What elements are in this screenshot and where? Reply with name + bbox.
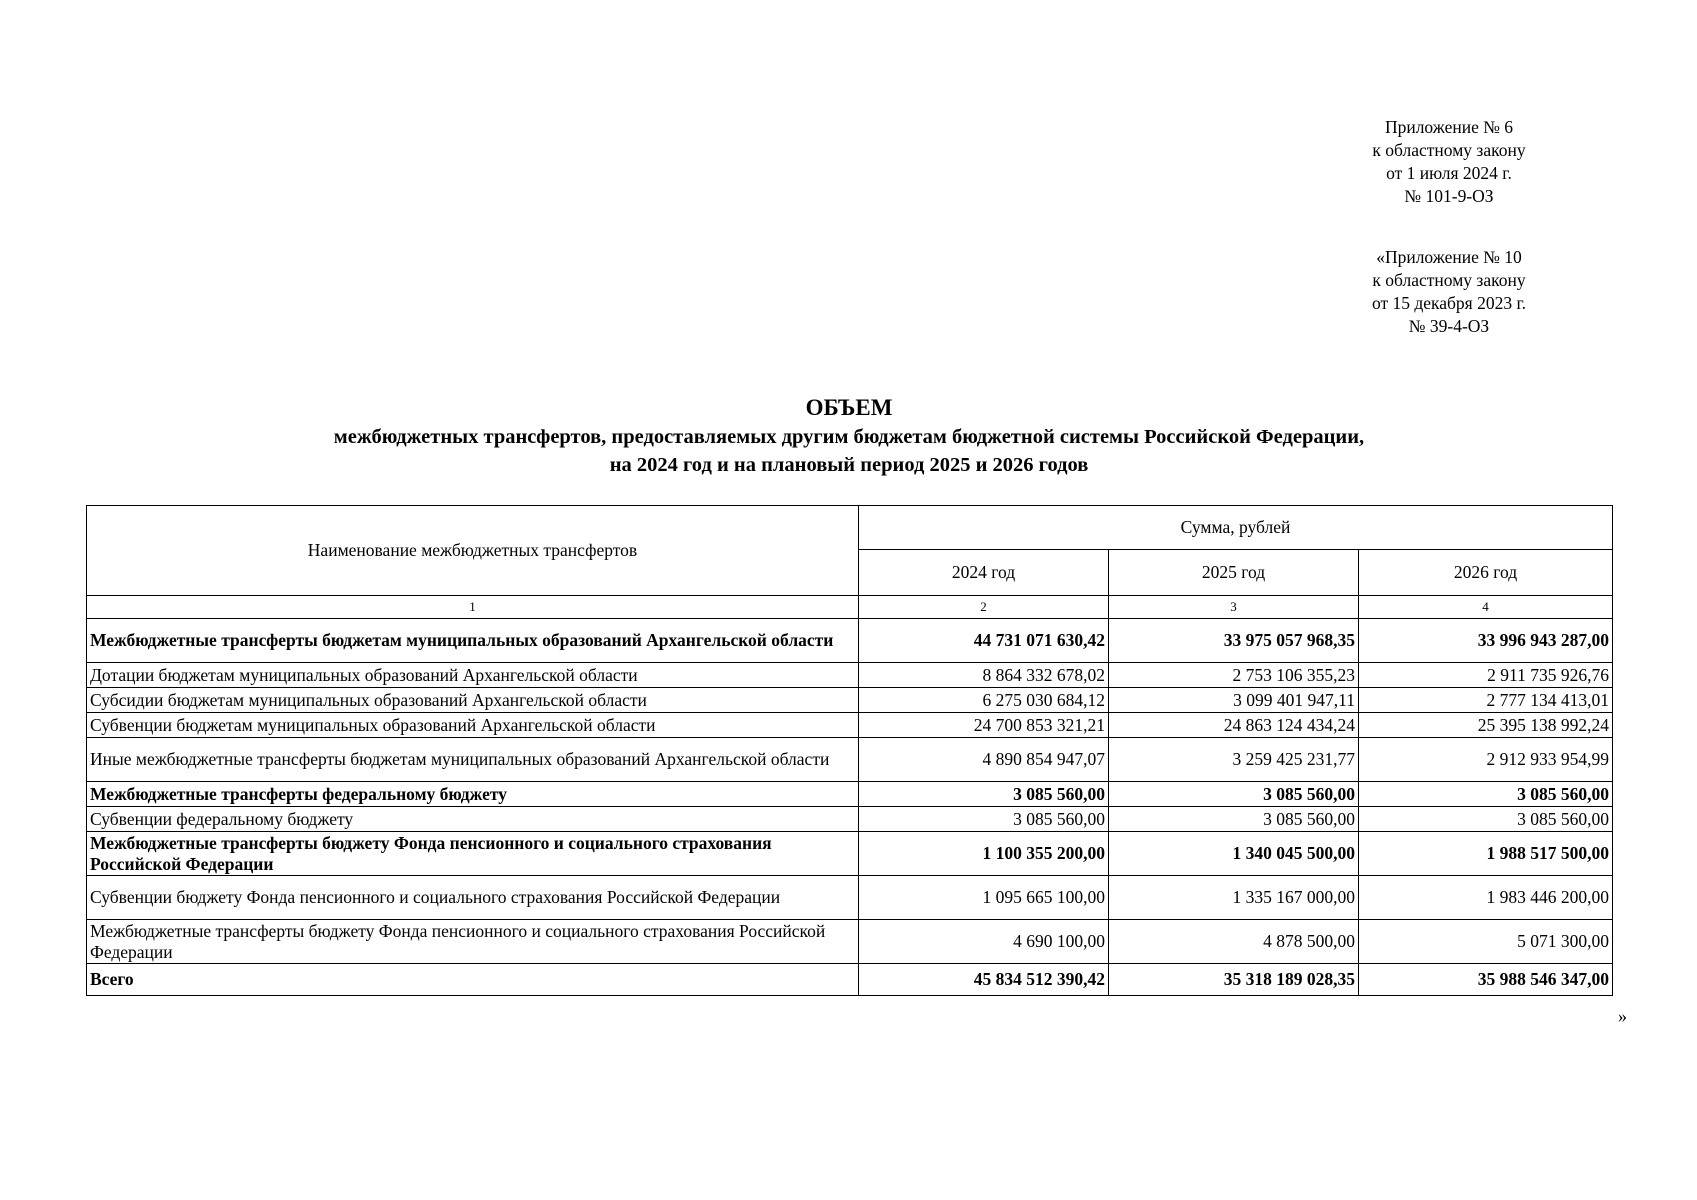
value-2025: 1 340 045 500,00 bbox=[1109, 832, 1359, 876]
row-name: Межбюджетные трансферты бюджету Фонда пенсионного и социального страхования Российской Федерации bbox=[87, 832, 859, 876]
value-2026: 3 085 560,00 bbox=[1359, 807, 1613, 832]
row-name: Субвенции бюджетам муниципальных образований Архангельской области bbox=[87, 713, 859, 738]
value-2025: 3 085 560,00 bbox=[1109, 807, 1359, 832]
transfers-table bbox=[86, 505, 1613, 996]
row-name: Межбюджетные трансферты бюджету Фонда пенсионного и социального страхования Российской Федерации bbox=[87, 920, 859, 964]
header-year-2024: 2024 год bbox=[859, 550, 1109, 596]
appendix-line: к областному закону bbox=[1372, 270, 1526, 290]
appendix-note-current bbox=[1339, 116, 1559, 208]
value-2026: 3 085 560,00 bbox=[1359, 782, 1613, 807]
value-2026: 1 988 517 500,00 bbox=[1359, 832, 1613, 876]
value-2026: 1 983 446 200,00 bbox=[1359, 876, 1613, 920]
column-number: 2 bbox=[859, 596, 1109, 619]
value-2025: 2 753 106 355,23 bbox=[1109, 663, 1359, 688]
header-year-2025: 2025 год bbox=[1109, 550, 1359, 596]
table-row bbox=[87, 920, 1613, 964]
column-number: 1 bbox=[87, 596, 859, 619]
row-name: Всего bbox=[87, 964, 859, 996]
table-row bbox=[87, 782, 1613, 807]
column-number-row bbox=[87, 596, 1613, 619]
appendix-line: Приложение № 6 bbox=[1384, 117, 1514, 137]
row-name: Субвенции федеральному бюджету bbox=[87, 807, 859, 832]
appendix-line: от 1 июля 2024 г. bbox=[1386, 163, 1512, 183]
appendix-line: к областному закону bbox=[1372, 140, 1526, 160]
value-2026: 33 996 943 287,00 bbox=[1359, 619, 1613, 663]
table-row bbox=[87, 619, 1613, 663]
value-2024: 1 095 665 100,00 bbox=[859, 876, 1109, 920]
value-2024: 8 864 332 678,02 bbox=[859, 663, 1109, 688]
row-name: Иные межбюджетные трансферты бюджетам муниципальных образований Архангельской области bbox=[87, 738, 859, 782]
value-2024: 45 834 512 390,42 bbox=[859, 964, 1109, 996]
row-name: Дотации бюджетам муниципальных образований Архангельской области bbox=[87, 663, 859, 688]
table-row bbox=[87, 688, 1613, 713]
value-2025: 3 099 401 947,11 bbox=[1109, 688, 1359, 713]
value-2026: 35 988 546 347,00 bbox=[1359, 964, 1613, 996]
value-2026: 25 395 138 992,24 bbox=[1359, 713, 1613, 738]
appendix-line: «Приложение № 10 bbox=[1376, 247, 1522, 267]
appendix-line: № 39-4-ОЗ bbox=[1408, 316, 1490, 336]
appendix-line: № 101-9-ОЗ bbox=[1404, 186, 1494, 206]
value-2026: 2 912 933 954,99 bbox=[1359, 738, 1613, 782]
title-subtitle: межбюджетных трансфертов, предоставляемых другим бюджетам бюджетной системы Российской Федерации, bbox=[333, 426, 1365, 448]
value-2025: 1 335 167 000,00 bbox=[1109, 876, 1359, 920]
column-number: 3 bbox=[1109, 596, 1359, 619]
value-2025: 4 878 500,00 bbox=[1109, 920, 1359, 964]
value-2024: 4 890 854 947,07 bbox=[859, 738, 1109, 782]
value-2026: 5 071 300,00 bbox=[1359, 920, 1613, 964]
row-name: Субсидии бюджетам муниципальных образований Архангельской области bbox=[87, 688, 859, 713]
table-row bbox=[87, 807, 1613, 832]
row-name: Межбюджетные трансферты бюджетам муниципальных образований Архангельской области bbox=[87, 619, 859, 663]
document-title bbox=[86, 393, 1612, 479]
table-row bbox=[87, 663, 1613, 688]
header-name-column: Наименование межбюджетных трансфертов bbox=[87, 506, 859, 596]
header-sum-group: Сумма, рублей bbox=[859, 506, 1613, 550]
row-name: Межбюджетные трансферты федеральному бюджету bbox=[87, 782, 859, 807]
value-2025: 24 863 124 434,24 bbox=[1109, 713, 1359, 738]
title-period: на 2024 год и на плановый период 2025 и 2026 годов bbox=[609, 454, 1089, 476]
title-main: ОБЪЕМ bbox=[805, 395, 893, 420]
appendix-line: от 15 декабря 2023 г. bbox=[1371, 293, 1527, 313]
value-2026: 2 777 134 413,01 bbox=[1359, 688, 1613, 713]
value-2024: 44 731 071 630,42 bbox=[859, 619, 1109, 663]
table-row bbox=[87, 876, 1613, 920]
value-2025: 3 085 560,00 bbox=[1109, 782, 1359, 807]
value-2024: 3 085 560,00 bbox=[859, 782, 1109, 807]
value-2025: 35 318 189 028,35 bbox=[1109, 964, 1359, 996]
value-2024: 4 690 100,00 bbox=[859, 920, 1109, 964]
table-row bbox=[87, 713, 1613, 738]
column-number: 4 bbox=[1359, 596, 1613, 619]
value-2025: 3 259 425 231,77 bbox=[1109, 738, 1359, 782]
table-row bbox=[87, 738, 1613, 782]
header-year-2026: 2026 год bbox=[1359, 550, 1613, 596]
value-2025: 33 975 057 968,35 bbox=[1109, 619, 1359, 663]
value-2024: 24 700 853 321,21 bbox=[859, 713, 1109, 738]
value-2024: 3 085 560,00 bbox=[859, 807, 1109, 832]
table-row bbox=[87, 832, 1613, 876]
value-2026: 2 911 735 926,76 bbox=[1359, 663, 1613, 688]
row-name: Субвенции бюджету Фонда пенсионного и социального страхования Российской Федерации bbox=[87, 876, 859, 920]
appendix-note-amended bbox=[1339, 246, 1559, 338]
value-2024: 6 275 030 684,12 bbox=[859, 688, 1109, 713]
closing-quote-mark: » bbox=[1618, 1006, 1627, 1026]
value-2024: 1 100 355 200,00 bbox=[859, 832, 1109, 876]
table-row bbox=[87, 964, 1613, 996]
